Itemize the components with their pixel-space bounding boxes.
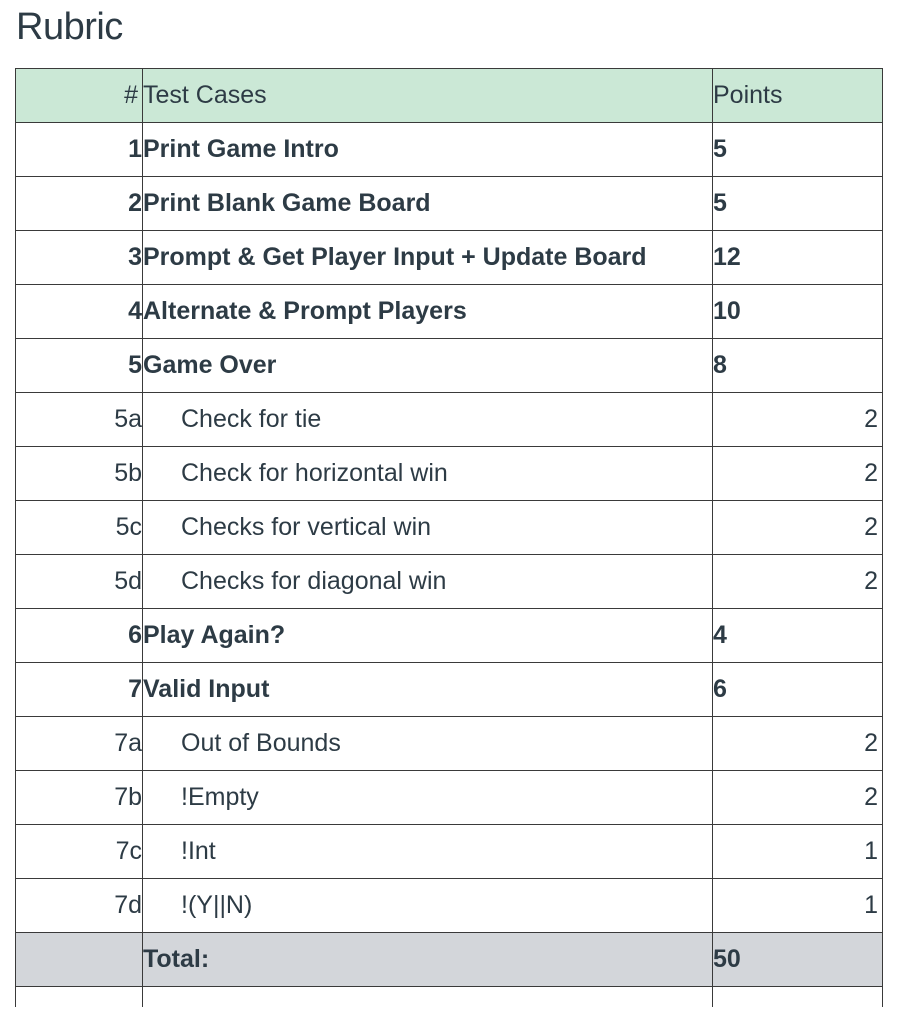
partial-cell: [143, 987, 713, 1008]
table-row: [16, 177, 883, 231]
row-test-case: Prompt & Get Player Input + Update Board: [143, 231, 713, 285]
header-test-cases: Test Cases: [143, 69, 713, 123]
total-row: [16, 933, 883, 987]
row-number: 5c: [16, 501, 143, 555]
row-points: 8: [713, 339, 883, 393]
row-number: 7: [16, 663, 143, 717]
table-row: [16, 447, 883, 501]
partial-cell: [713, 987, 883, 1008]
row-test-case: Checks for diagonal win: [143, 555, 713, 609]
row-number: 7b: [16, 771, 143, 825]
table-row: [16, 231, 883, 285]
rubric-table: [15, 68, 883, 1007]
table-header-row: [16, 69, 883, 123]
row-number: 6: [16, 609, 143, 663]
table-row: [16, 339, 883, 393]
row-number: 7a: [16, 717, 143, 771]
table-row: [16, 879, 883, 933]
row-points: 2: [713, 717, 883, 771]
row-test-case: !Empty: [143, 771, 713, 825]
table-row: [16, 555, 883, 609]
row-test-case: Print Game Intro: [143, 123, 713, 177]
total-number-cell: [16, 933, 143, 987]
row-number: 5: [16, 339, 143, 393]
row-test-case: Game Over: [143, 339, 713, 393]
partial-cell: [16, 987, 143, 1008]
row-test-case: Alternate & Prompt Players: [143, 285, 713, 339]
row-number: 4: [16, 285, 143, 339]
row-test-case: Valid Input: [143, 663, 713, 717]
table-row: [16, 609, 883, 663]
header-number: #: [16, 69, 143, 123]
table-row: [16, 123, 883, 177]
row-points: 2: [713, 447, 883, 501]
row-points: 2: [713, 393, 883, 447]
row-test-case: Play Again?: [143, 609, 713, 663]
row-number: 5b: [16, 447, 143, 501]
row-test-case: !(Y||N): [143, 879, 713, 933]
row-points: 6: [713, 663, 883, 717]
row-points: 1: [713, 825, 883, 879]
header-points: Points: [713, 69, 883, 123]
table-row: [16, 393, 883, 447]
row-points: 1: [713, 879, 883, 933]
row-test-case: Print Blank Game Board: [143, 177, 713, 231]
total-label: Total:: [143, 933, 713, 987]
row-points: 5: [713, 177, 883, 231]
page-title: Rubric: [16, 6, 123, 48]
total-points: 50: [713, 933, 883, 987]
row-test-case: Out of Bounds: [143, 717, 713, 771]
row-test-case: !Int: [143, 825, 713, 879]
row-points: 10: [713, 285, 883, 339]
table-row: [16, 285, 883, 339]
row-points: 5: [713, 123, 883, 177]
table-row: [16, 663, 883, 717]
table-row: [16, 501, 883, 555]
row-number: 2: [16, 177, 143, 231]
row-points: 2: [713, 555, 883, 609]
row-points: 2: [713, 501, 883, 555]
row-number: 7d: [16, 879, 143, 933]
row-test-case: Check for tie: [143, 393, 713, 447]
row-points: 2: [713, 771, 883, 825]
table-row: [16, 717, 883, 771]
table-row-partial: [16, 987, 883, 1008]
row-test-case: Check for horizontal win: [143, 447, 713, 501]
row-number: 7c: [16, 825, 143, 879]
row-test-case: Checks for vertical win: [143, 501, 713, 555]
row-points: 12: [713, 231, 883, 285]
row-points: 4: [713, 609, 883, 663]
table-row: [16, 771, 883, 825]
row-number: 1: [16, 123, 143, 177]
row-number: 5a: [16, 393, 143, 447]
row-number: 5d: [16, 555, 143, 609]
row-number: 3: [16, 231, 143, 285]
table-row: [16, 825, 883, 879]
